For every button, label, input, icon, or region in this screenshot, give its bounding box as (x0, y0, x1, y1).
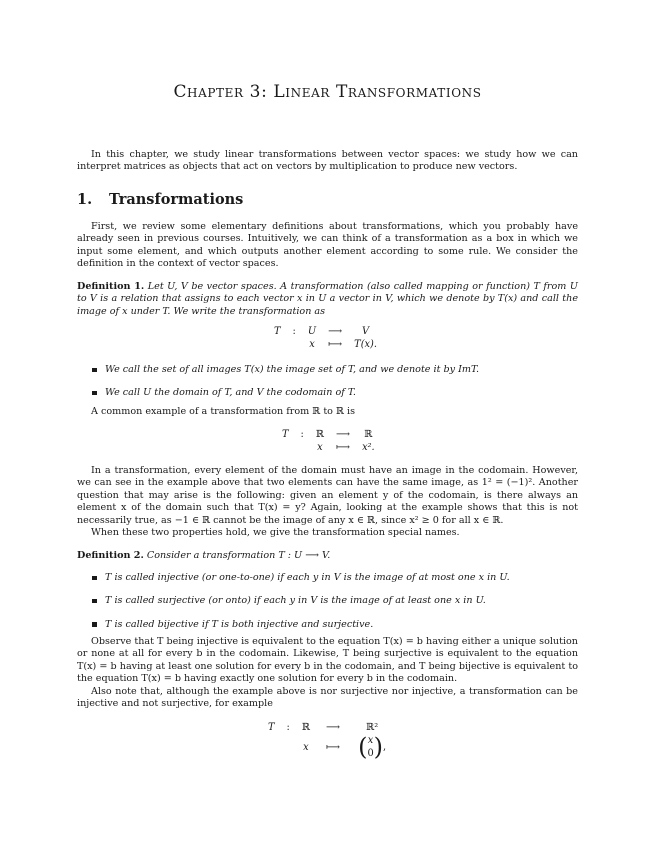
disp2-x: x (317, 442, 323, 453)
vector-entry-1: x (367, 735, 374, 746)
definition-1-text: Let U, V be vector spaces. A transformation (also called mapping or function) T from U to V is a relation that assigns to each vector x in U a vector in V, which we denote by T(x) and call the image of x under T. We write the transformation as (77, 281, 578, 317)
section-number: 1. (77, 191, 93, 208)
disp1-Tx: T(x). (354, 339, 377, 350)
disp1-mapsto: ⟼ (328, 339, 343, 350)
paragraph-observe: Observe that T being injective is equivalent to the equation T(x) = b having either a unique solution or none at all for every b in the codomain. Likewise, T being surjective is equivalent to the equation T(x) = b having at least one solution for every b in the codomain, and T being bijective is equivalent to the equation T(x) = b having exactly one solution for every b in the codomain. (77, 636, 578, 685)
disp2-codomain: ℝ (364, 429, 373, 440)
disp1-arrow: ⟶ (328, 326, 343, 337)
disp3-T: T (268, 722, 275, 733)
definition-1 (77, 281, 578, 318)
display-transformation (268, 325, 383, 351)
vector-entry-2: 0 (367, 748, 374, 759)
display-injective-example (262, 721, 392, 760)
definition-2-text: Consider a transformation T : U ⟶ V. (146, 550, 331, 561)
paragraph-intro-transformations: First, we review some elementary definitions about transformations, which you probably have already seen in previous courses. Intuitively, we can think of a transformation as a box in which we input some element, and which outputs another element according to some rule. We consider the definition in the context of vector spaces. (77, 221, 578, 270)
chapter-title: Chapter 3: Linear Transformations (173, 82, 482, 102)
disp3-colon: : (286, 722, 290, 733)
paragraph-example-intro: A common example of a transformation from ℝ to ℝ is (91, 406, 356, 417)
disp1-x: x (309, 339, 315, 350)
disp2-arrow: ⟶ (336, 429, 351, 440)
disp2-domain: ℝ (315, 429, 325, 440)
disp2-image: x². (362, 442, 375, 453)
disp2-colon: : (300, 429, 304, 440)
definition-2-label: Definition 2. (77, 550, 144, 561)
disp3-codomain: ℝ² (366, 722, 379, 733)
disp3-domain: ℝ (301, 722, 311, 733)
display-square-map (276, 428, 381, 454)
definition-1-bullets (92, 364, 578, 400)
trailing-comma: , (383, 741, 387, 753)
disp1-U: U (307, 326, 317, 337)
definition-2-bullets (92, 572, 578, 631)
disp1-V: V (362, 326, 370, 337)
definition-1-label: Definition 1. (77, 281, 145, 292)
disp3-arrow: ⟶ (326, 722, 341, 733)
list-item: We call U the domain of T, and V the codomain of T. (92, 387, 578, 399)
list-item: We call the set of all images T(x) the image set of T, and we denote it by ImT. (92, 364, 578, 376)
section-heading (77, 191, 243, 208)
left-paren: ( (358, 733, 368, 761)
list-item: T is called surjective (or onto) if each y in V is the image of at least one x in U. (92, 595, 578, 607)
definition-2 (77, 550, 578, 562)
paragraph-also-note: Also note that, although the example above is nor surjective nor injective, a transformation can be injective and not surjective, for example (77, 686, 578, 710)
list-item: T is called injective (or one-to-one) if each y in V is the image of at most one x in U. (92, 572, 578, 584)
disp2-T: T (282, 429, 289, 440)
list-item: T is called bijective if T is both injective and surjective. (92, 619, 578, 631)
disp1-T: T (274, 326, 281, 337)
disp3-mapsto: ⟼ (326, 741, 341, 753)
section-title: Transformations (109, 191, 244, 208)
disp1-colon: : (292, 326, 296, 337)
disp3-vector (352, 734, 392, 760)
disp2-mapsto: ⟼ (336, 442, 351, 453)
intro-paragraph: In this chapter, we study linear transformations between vector spaces: we study how we can interpret matrices as objects that act on vectors by multiplication to produce new vectors. (77, 149, 578, 173)
right-paren: ) (373, 733, 384, 761)
paragraph-properties: In a transformation, every element of the domain must have an image in the codomain. However, we can see in the example above that two elements can have the same image, as 1² = (−1)². Another question that may arise is the following: given an element y of the codomain, is there always an element x of the domain such that T(x) = y? Again, looking at the example shows that this is not necessarily true, as −1 ∈ ℝ cannot be the image of any x ∈ ℝ, since x² ≥ 0 for all x ∈ ℝ. (77, 465, 578, 526)
disp3-x: x (303, 741, 309, 753)
paragraph-special-names: When these two properties hold, we give the transformation special names. (91, 527, 460, 538)
